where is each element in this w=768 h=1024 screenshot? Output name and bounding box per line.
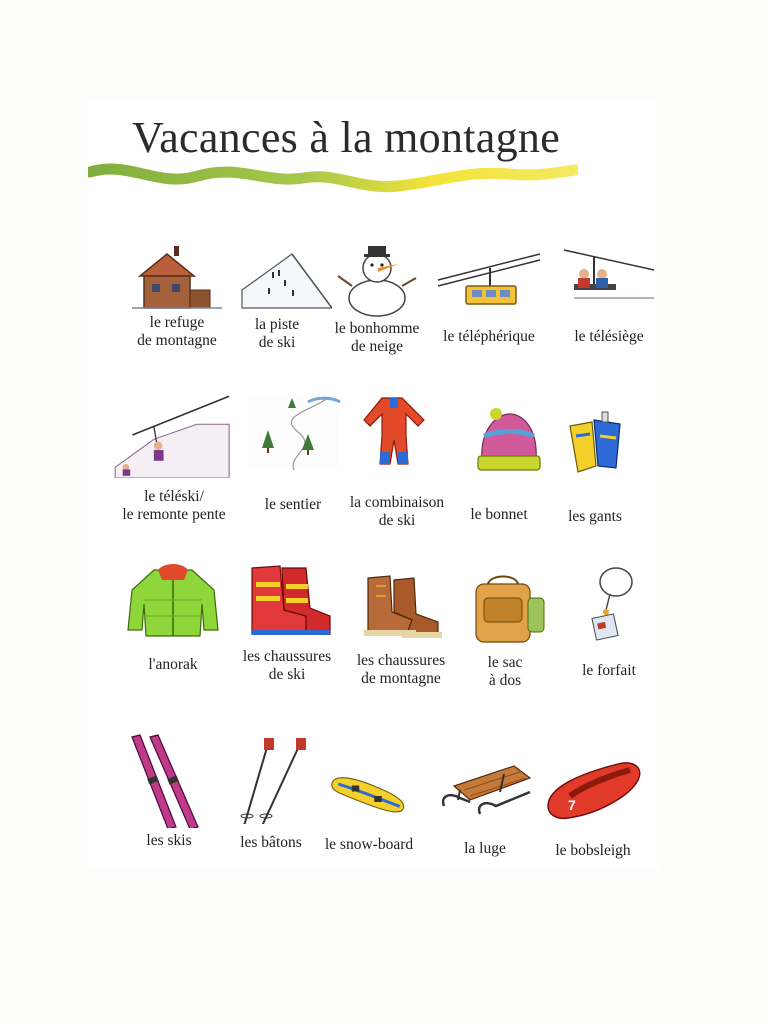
vocab-item-gants [530,400,660,525]
snowboard-icon [314,772,424,832]
vocab-label: le téléphérique [443,328,535,345]
vocab-label: le snow-board [324,836,414,853]
vocab-label: le sac à dos [487,654,523,689]
vocab-label: les chaussures de ski [242,648,332,683]
vocab-item-forfait [544,564,674,684]
sled-icon [430,756,540,836]
vocab-item-teleski [110,392,240,523]
vocab-label: le téléski/ le remonte pente [122,488,226,523]
vocab-label: le bonhomme de neige [334,320,420,355]
vocab-label: le forfait [582,662,636,679]
vocab-item-snowboard [304,772,434,892]
ski-boots-icon [232,560,342,640]
vocab-label: le bobsleigh [555,842,631,859]
svg-text:7: 7 [568,797,576,813]
decorative-wave-icon [88,158,578,208]
vocab-label: le télésiège [574,328,644,345]
vocab-label: la piste de ski [254,316,300,351]
page-title: Vacances à la montagne [132,113,561,162]
vocab-label: les gants [568,508,622,525]
anorak-icon [118,556,228,644]
vocab-label: la combinaison de ski [349,494,445,529]
snowman-icon [322,240,432,320]
vocab-label: la luge [464,840,506,857]
vocab-label: le sentier [264,496,322,513]
vocab-label: le bonnet [470,506,528,523]
vocab-label: le refuge de montagne [137,314,217,349]
vocab-item-telesiege [544,240,674,360]
vocab-label: l'anorak [148,656,198,673]
ski-lift-icon [110,392,230,478]
chairlift-icon [554,240,664,320]
vocab-item-bobsleigh [528,752,658,872]
vocab-label: les skis [146,832,192,849]
bobsleigh-icon [538,752,648,832]
ski-pass-icon [554,564,664,644]
gloves-icon [540,400,650,492]
vocab-label: les chaussures de montagne [356,652,446,687]
cable-car-icon [434,240,544,320]
vocab-label: les bâtons [240,834,302,851]
